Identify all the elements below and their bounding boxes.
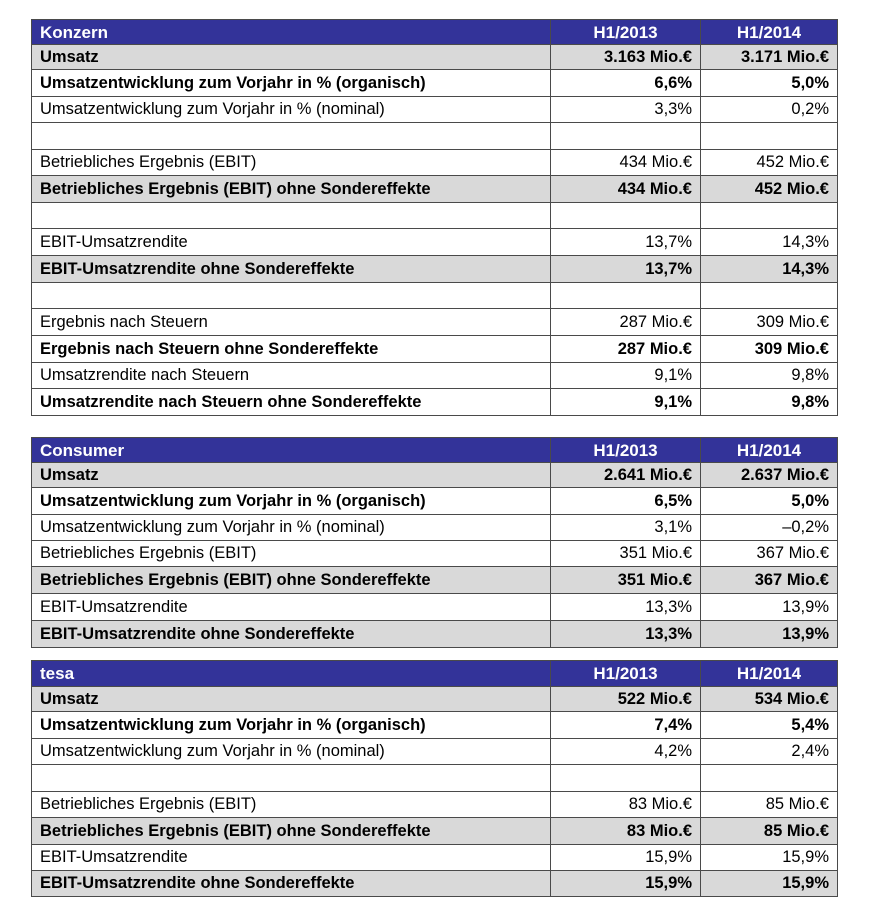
table-row xyxy=(32,336,838,363)
value-h1-2013: 287 Mio.€ xyxy=(551,309,701,336)
table-row xyxy=(32,594,838,621)
value-h1-2014: 5,4% xyxy=(701,712,838,739)
value-h1-2014: 5,0% xyxy=(701,488,838,515)
value-h1-2013: 434 Mio.€ xyxy=(551,150,701,176)
row-label xyxy=(32,765,551,792)
column-header-h1-2014: H1/2014 xyxy=(701,20,838,45)
value-h1-2014: 85 Mio.€ xyxy=(701,818,838,845)
table-row xyxy=(32,256,838,283)
value-h1-2013: 2.641 Mio.€ xyxy=(551,463,701,488)
table-row xyxy=(32,792,838,818)
table-header-row xyxy=(32,661,838,687)
row-label: Betriebliches Ergebnis (EBIT) ohne Sondereffekte xyxy=(32,818,551,845)
row-label: Umsatzentwicklung zum Vorjahr in % (organisch) xyxy=(32,70,551,97)
row-label: EBIT-Umsatzrendite ohne Sondereffekte xyxy=(32,871,551,897)
row-label: Betriebliches Ergebnis (EBIT) ohne Sondereffekte xyxy=(32,176,551,203)
value-h1-2013: 13,7% xyxy=(551,256,701,283)
row-label: Ergebnis nach Steuern xyxy=(32,309,551,336)
value-h1-2014: 14,3% xyxy=(701,229,838,256)
value-h1-2013 xyxy=(551,203,701,229)
column-header-h1-2014: H1/2014 xyxy=(701,438,838,463)
value-h1-2013: 3.163 Mio.€ xyxy=(551,45,701,70)
value-h1-2013: 83 Mio.€ xyxy=(551,818,701,845)
value-h1-2013: 351 Mio.€ xyxy=(551,567,701,594)
table-row xyxy=(32,463,838,488)
value-h1-2013: 6,5% xyxy=(551,488,701,515)
value-h1-2014: 5,0% xyxy=(701,70,838,97)
row-label: Umsatzrendite nach Steuern ohne Sondereffekte xyxy=(32,389,551,416)
table-row xyxy=(32,712,838,739)
table-row xyxy=(32,871,838,897)
table-header-row xyxy=(32,438,838,463)
value-h1-2013: 9,1% xyxy=(551,389,701,416)
row-label xyxy=(32,203,551,229)
spacer-row xyxy=(32,283,838,309)
table-row xyxy=(32,515,838,541)
table-row xyxy=(32,541,838,567)
value-h1-2014 xyxy=(701,203,838,229)
row-label: EBIT-Umsatzrendite xyxy=(32,845,551,871)
segment-title: Konzern xyxy=(32,20,551,45)
value-h1-2014: 0,2% xyxy=(701,97,838,123)
table-row xyxy=(32,488,838,515)
value-h1-2014 xyxy=(701,123,838,150)
value-h1-2013: 7,4% xyxy=(551,712,701,739)
row-label: EBIT-Umsatzrendite xyxy=(32,594,551,621)
value-h1-2013: 9,1% xyxy=(551,363,701,389)
row-label: Betriebliches Ergebnis (EBIT) xyxy=(32,150,551,176)
row-label: Umsatzentwicklung zum Vorjahr in % (nominal) xyxy=(32,739,551,765)
value-h1-2014: 13,9% xyxy=(701,594,838,621)
value-h1-2014: 13,9% xyxy=(701,621,838,648)
value-h1-2014: 2.637 Mio.€ xyxy=(701,463,838,488)
value-h1-2013: 13,3% xyxy=(551,594,701,621)
table-row xyxy=(32,739,838,765)
value-h1-2014: 534 Mio.€ xyxy=(701,687,838,712)
value-h1-2013: 351 Mio.€ xyxy=(551,541,701,567)
row-label: Betriebliches Ergebnis (EBIT) xyxy=(32,792,551,818)
value-h1-2014: –0,2% xyxy=(701,515,838,541)
table-row xyxy=(32,845,838,871)
row-label: Umsatz xyxy=(32,463,551,488)
value-h1-2014: 9,8% xyxy=(701,363,838,389)
row-label: Betriebliches Ergebnis (EBIT) ohne Sondereffekte xyxy=(32,567,551,594)
value-h1-2013: 3,1% xyxy=(551,515,701,541)
value-h1-2014: 2,4% xyxy=(701,739,838,765)
row-label: Umsatzrendite nach Steuern xyxy=(32,363,551,389)
spacer-row xyxy=(32,203,838,229)
row-label: EBIT-Umsatzrendite ohne Sondereffekte xyxy=(32,256,551,283)
table-row xyxy=(32,176,838,203)
row-label: EBIT-Umsatzrendite xyxy=(32,229,551,256)
table-row xyxy=(32,70,838,97)
table-row xyxy=(32,45,838,70)
row-label: Umsatz xyxy=(32,687,551,712)
value-h1-2014: 3.171 Mio.€ xyxy=(701,45,838,70)
row-label: Umsatzentwicklung zum Vorjahr in % (nominal) xyxy=(32,515,551,541)
table-konzern xyxy=(31,19,838,416)
column-header-h1-2013: H1/2013 xyxy=(551,20,701,45)
table-row xyxy=(32,229,838,256)
value-h1-2013: 287 Mio.€ xyxy=(551,336,701,363)
table-row xyxy=(32,818,838,845)
table-row xyxy=(32,389,838,416)
value-h1-2014: 85 Mio.€ xyxy=(701,792,838,818)
table-tesa xyxy=(31,660,838,897)
value-h1-2014 xyxy=(701,283,838,309)
row-label: Umsatz xyxy=(32,45,551,70)
value-h1-2014 xyxy=(701,765,838,792)
table-row xyxy=(32,150,838,176)
table-row xyxy=(32,309,838,336)
value-h1-2013 xyxy=(551,123,701,150)
value-h1-2014: 309 Mio.€ xyxy=(701,309,838,336)
row-label: Umsatzentwicklung zum Vorjahr in % (nominal) xyxy=(32,97,551,123)
value-h1-2013 xyxy=(551,765,701,792)
table-header-row xyxy=(32,20,838,45)
value-h1-2014: 14,3% xyxy=(701,256,838,283)
value-h1-2013 xyxy=(551,283,701,309)
segment-title: tesa xyxy=(32,661,551,687)
table-row xyxy=(32,687,838,712)
row-label: Ergebnis nach Steuern ohne Sondereffekte xyxy=(32,336,551,363)
value-h1-2013: 15,9% xyxy=(551,845,701,871)
row-label: Umsatzentwicklung zum Vorjahr in % (organisch) xyxy=(32,488,551,515)
table-row xyxy=(32,621,838,648)
row-label xyxy=(32,283,551,309)
value-h1-2013: 15,9% xyxy=(551,871,701,897)
value-h1-2013: 13,3% xyxy=(551,621,701,648)
value-h1-2013: 83 Mio.€ xyxy=(551,792,701,818)
value-h1-2013: 13,7% xyxy=(551,229,701,256)
value-h1-2014: 367 Mio.€ xyxy=(701,567,838,594)
value-h1-2014: 309 Mio.€ xyxy=(701,336,838,363)
table-consumer xyxy=(31,437,838,648)
column-header-h1-2013: H1/2013 xyxy=(551,438,701,463)
value-h1-2013: 522 Mio.€ xyxy=(551,687,701,712)
table-row xyxy=(32,363,838,389)
value-h1-2014: 452 Mio.€ xyxy=(701,176,838,203)
table-row xyxy=(32,567,838,594)
column-header-h1-2013: H1/2013 xyxy=(551,661,701,687)
spacer-row xyxy=(32,123,838,150)
column-header-h1-2014: H1/2014 xyxy=(701,661,838,687)
value-h1-2014: 9,8% xyxy=(701,389,838,416)
row-label: Umsatzentwicklung zum Vorjahr in % (organisch) xyxy=(32,712,551,739)
row-label: Betriebliches Ergebnis (EBIT) xyxy=(32,541,551,567)
value-h1-2014: 15,9% xyxy=(701,845,838,871)
value-h1-2014: 15,9% xyxy=(701,871,838,897)
segment-title: Consumer xyxy=(32,438,551,463)
row-label: EBIT-Umsatzrendite ohne Sondereffekte xyxy=(32,621,551,648)
spacer-row xyxy=(32,765,838,792)
row-label xyxy=(32,123,551,150)
value-h1-2013: 3,3% xyxy=(551,97,701,123)
value-h1-2013: 6,6% xyxy=(551,70,701,97)
value-h1-2014: 367 Mio.€ xyxy=(701,541,838,567)
value-h1-2014: 452 Mio.€ xyxy=(701,150,838,176)
value-h1-2013: 434 Mio.€ xyxy=(551,176,701,203)
value-h1-2013: 4,2% xyxy=(551,739,701,765)
table-row xyxy=(32,97,838,123)
